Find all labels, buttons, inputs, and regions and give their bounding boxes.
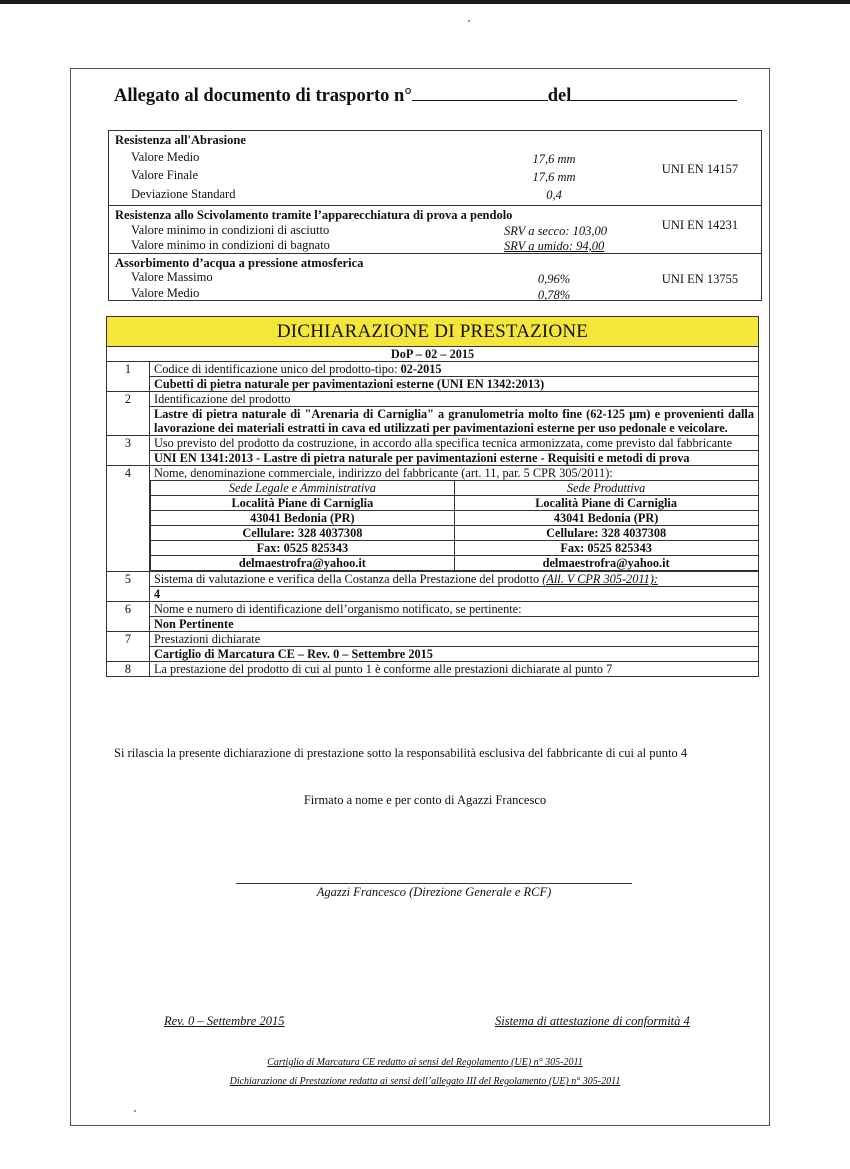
item-number: 7 <box>107 632 150 662</box>
item-6-bold: Non Pertinente <box>150 617 759 632</box>
address-table <box>150 481 759 571</box>
item-3-bold: UNI EN 1341:2013 - Lastre di pietra naturale per pavimentazioni esterne - Requisiti e metodi di prova <box>150 451 759 466</box>
property-label: Valore Finale <box>131 168 198 182</box>
item-number: 2 <box>107 392 150 436</box>
item-text: Sistema di valutazione e verifica della Costanza della Prestazione del prodotto <box>154 572 543 586</box>
property-label: Deviazione Standard <box>131 187 236 201</box>
legal-seat-heading: Sede Legale e Amministrativa <box>151 481 455 496</box>
footer-line-1: Cartiglio di Marcatura CE redatto ai sensi del Regolamento (UE) n° 305-2011 <box>267 1057 583 1068</box>
legal-address: Località Piane di Carniglia <box>151 496 455 511</box>
dop-title: DICHIARAZIONE DI PRESTAZIONE <box>107 317 759 347</box>
legal-phone: Cellulare: 328 4037308 <box>151 526 455 541</box>
abrasion-norm: UNI EN 14157 <box>661 162 739 176</box>
production-address: Località Piane di Carniglia <box>454 496 758 511</box>
water-heading: Assorbimento d’acqua a pressione atmosferica <box>115 256 364 270</box>
document-number-field[interactable] <box>412 86 548 101</box>
slip-section <box>109 205 761 254</box>
item-8-text: La prestazione del prodotto di cui al punto 1 è conforme alle prestazioni dichiarate al punto 7 <box>150 662 759 677</box>
item-number: 3 <box>107 436 150 466</box>
dop-table <box>106 316 759 677</box>
item-4-text: Nome, denominazione commerciale, indirizzo del fabbricante (art. 11, par. 5 CPR 305/2011): <box>150 466 759 481</box>
item-5-reference: (All. V CPR 305-2011): <box>542 572 658 586</box>
property-value: 17,6 mm <box>532 170 576 184</box>
property-label: Valore minimo in condizioni di asciutto <box>131 223 330 237</box>
document-date-field[interactable] <box>571 86 737 101</box>
item-number: 6 <box>107 602 150 632</box>
item-2-bold: Lastre di pietra naturale di "Arenaria di Carniglia" a granulometria molto fine (62-125 µm) e provenienti dalla lavorazione dei materiali estratti in cava ed utilizzati per pavimentazioni esterne per uso pedonale e veicolare. <box>150 407 759 436</box>
properties-table <box>108 130 762 301</box>
property-label: Valore Medio <box>131 286 200 300</box>
water-section <box>109 253 761 301</box>
property-value: 0,78% <box>537 288 571 302</box>
item-5-text <box>150 572 759 587</box>
item-7-bold: Cartiglio di Marcatura CE – Rev. 0 – Settembre 2015 <box>150 647 759 662</box>
legal-city: 43041 Bedonia (PR) <box>151 511 455 526</box>
abrasion-heading: Resistenza all'Abrasione <box>115 133 246 147</box>
item-number: 4 <box>107 466 150 572</box>
property-label: Valore Medio <box>131 150 200 164</box>
production-city: 43041 Bedonia (PR) <box>454 511 758 526</box>
legal-email: delmaestrofra@yahoo.it <box>151 556 455 571</box>
item-text: Codice di identificazione unico del prodotto-tipo: <box>154 362 401 376</box>
production-phone: Cellulare: 328 4037308 <box>454 526 758 541</box>
slip-norm: UNI EN 14231 <box>661 218 739 232</box>
attestation-system: Sistema di attestazione di conformità 4 <box>495 1014 690 1028</box>
item-2-text: Identificazione del prodotto <box>150 392 759 407</box>
item-number: 5 <box>107 572 150 602</box>
title-text-a: Allegato al documento di trasporto n° <box>114 86 412 106</box>
water-norm: UNI EN 13755 <box>661 272 739 286</box>
manufacturer-addresses <box>150 481 759 572</box>
slip-heading: Resistenza allo Scivolamento tramite l’apparecchiatura di prova a pendolo <box>115 208 513 222</box>
item-3-text: Uso previsto del prodotto da costruzione, in accordo alla specifica tecnica armonizzata, come previsto dal fabbricante <box>150 436 759 451</box>
item-6-text: Nome e numero di identificazione dell’organismo notificato, se pertinente: <box>150 602 759 617</box>
property-value: 0,4 <box>546 188 562 202</box>
revision-label: Rev. 0 – Settembre 2015 <box>164 1014 285 1028</box>
property-label: Valore minimo in condizioni di bagnato <box>131 238 330 252</box>
property-value: 17,6 mm <box>532 152 576 166</box>
signatory-name: Agazzi Francesco (Direzione Generale e RCF) <box>316 885 552 899</box>
signature-line <box>236 883 632 884</box>
dop-code: DoP – 02 – 2015 <box>107 347 759 362</box>
production-fax: Fax: 0525 825343 <box>454 541 758 556</box>
property-value: 0,96% <box>537 272 571 286</box>
responsibility-declaration: Si rilascia la presente dichiarazione di prestazione sotto la responsabilità esclusiva del fabbricante di cui al punto 4 <box>114 746 688 760</box>
abrasion-section <box>109 131 761 205</box>
item-number: 1 <box>107 362 150 392</box>
item-number: 8 <box>107 662 150 677</box>
signed-on-behalf: Firmato a nome e per conto di Agazzi Francesco <box>303 793 547 807</box>
transport-document-title <box>114 86 737 107</box>
title-text-b: del <box>547 86 572 106</box>
footer-line-2: Dichiarazione di Prestazione redatta ai sensi dell’allegato III del Regolamento (UE) n° 305-2011 <box>229 1076 621 1087</box>
item-1-text <box>150 362 759 377</box>
legal-fax: Fax: 0525 825343 <box>151 541 455 556</box>
production-seat-heading: Sede Produttiva <box>454 481 758 496</box>
scan-edge <box>0 0 850 4</box>
property-label: Valore Massimo <box>131 270 213 284</box>
production-email: delmaestrofra@yahoo.it <box>454 556 758 571</box>
item-7-text: Prestazioni dichiarate <box>150 632 759 647</box>
item-5-bold: 4 <box>150 587 759 602</box>
item-1-bold: Cubetti di pietra naturale per pavimentazioni esterne (UNI EN 1342:2013) <box>150 377 759 392</box>
scan-speck <box>468 20 470 22</box>
property-value: SRV a secco: 103,00 <box>504 224 607 238</box>
product-type-code: 02-2015 <box>400 362 442 376</box>
property-value: SRV a umido: 94,00 <box>504 239 605 253</box>
